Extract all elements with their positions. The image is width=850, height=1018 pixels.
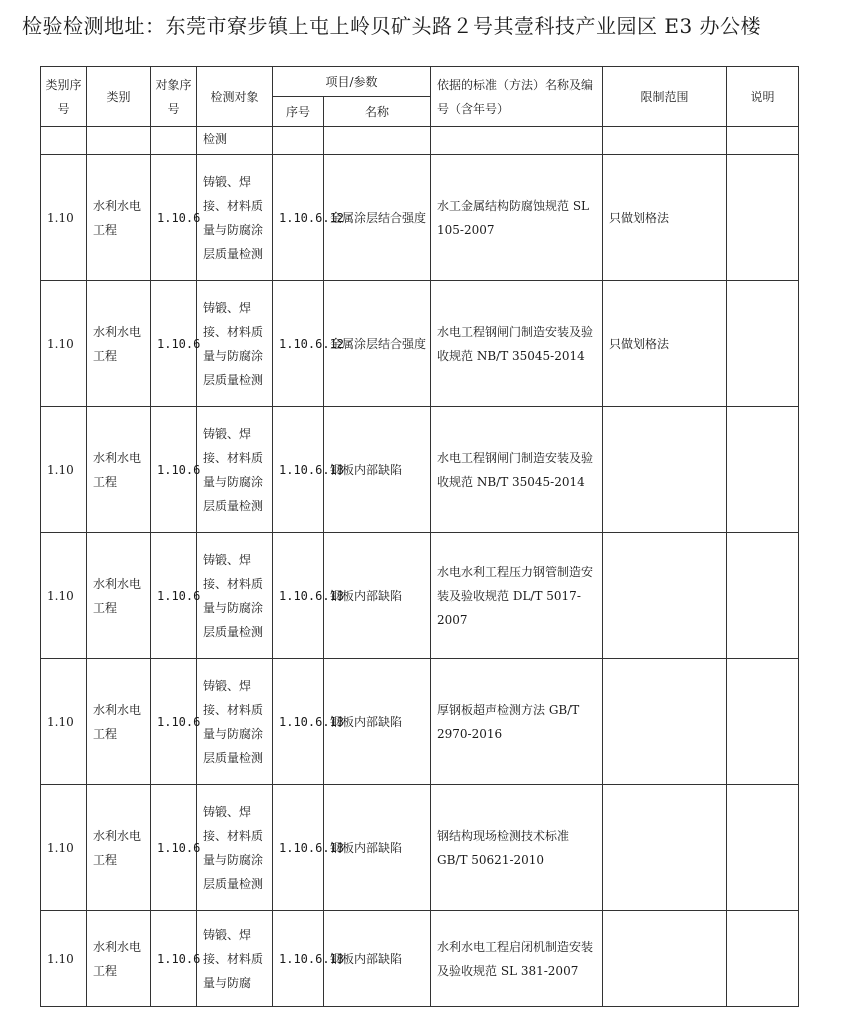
table-row xyxy=(41,533,799,659)
object-cell: 铸锻、焊接、材料质量与防腐涂层质量检测 xyxy=(197,659,273,785)
note-cell xyxy=(727,533,799,659)
category-cell: 水利水电工程 xyxy=(87,533,151,659)
limit-cell xyxy=(603,533,727,659)
item-name-cell: 金属涂层结合强度 xyxy=(324,281,431,407)
item-name-cell: 金属涂层结合强度 xyxy=(324,155,431,281)
category-cell: 水利水电工程 xyxy=(87,659,151,785)
note-cell xyxy=(727,785,799,911)
header-limit: 限制范围 xyxy=(603,67,727,127)
standard-cell: 水电水利工程压力钢管制造安装及验收规范 DL/T 5017-2007 xyxy=(431,533,603,659)
object-cell: 铸锻、焊接、材料质量与防腐 xyxy=(197,911,273,1007)
category-no-cell: 1.10 xyxy=(41,911,87,1007)
inspection-scope-table xyxy=(40,66,799,1007)
object-no-cell: 1.10.6 xyxy=(151,281,197,407)
item-name-cell: 钢板内部缺陷 xyxy=(324,533,431,659)
object-cell: 铸锻、焊接、材料质量与防腐涂层质量检测 xyxy=(197,281,273,407)
header-standard: 依据的标准（方法）名称及编号（含年号） xyxy=(431,67,603,127)
table-body xyxy=(41,127,799,1007)
object-cell: 铸锻、焊接、材料质量与防腐涂层质量检测 xyxy=(197,155,273,281)
limit-cell xyxy=(603,659,727,785)
object-no-cell: 1.10.6 xyxy=(151,785,197,911)
limit-cell: 只做划格法 xyxy=(603,281,727,407)
header-category: 类别 xyxy=(87,67,151,127)
header-item-param: 项目/参数 xyxy=(273,67,431,97)
header-item-name: 名称 xyxy=(324,97,431,127)
table-row xyxy=(41,659,799,785)
table-row xyxy=(41,911,799,1007)
category-no-cell: 1.10 xyxy=(41,659,87,785)
item-no-cell: 1.10.6.13 xyxy=(273,785,324,911)
object-no-cell: 1.10.6 xyxy=(151,533,197,659)
object-cell: 铸锻、焊接、材料质量与防腐涂层质量检测 xyxy=(197,785,273,911)
note-cell xyxy=(727,155,799,281)
object-cell: 铸锻、焊接、材料质量与防腐涂层质量检测 xyxy=(197,533,273,659)
category-cell: 水利水电工程 xyxy=(87,785,151,911)
category-no-cell: 1.10 xyxy=(41,281,87,407)
standard-cell: 厚钢板超声检测方法 GB/T 2970-2016 xyxy=(431,659,603,785)
category-cell: 水利水电工程 xyxy=(87,155,151,281)
header-note: 说明 xyxy=(727,67,799,127)
table-row xyxy=(41,155,799,281)
object-no-cell: 1.10.6 xyxy=(151,155,197,281)
category-cell: 水利水电工程 xyxy=(87,911,151,1007)
item-no-cell: 1.10.6.12 xyxy=(273,155,324,281)
continuation-row xyxy=(41,127,799,155)
item-name-cell: 钢板内部缺陷 xyxy=(324,659,431,785)
limit-cell xyxy=(603,407,727,533)
standard-cell: 水工金属结构防腐蚀规范 SL 105-2007 xyxy=(431,155,603,281)
category-no-cell: 1.10 xyxy=(41,785,87,911)
object-no-cell: 1.10.6 xyxy=(151,407,197,533)
object-cell: 铸锻、焊接、材料质量与防腐涂层质量检测 xyxy=(197,407,273,533)
header-category-no: 类别序号 xyxy=(41,67,87,127)
table-row xyxy=(41,281,799,407)
table-row xyxy=(41,785,799,911)
header-object-no: 对象序号 xyxy=(151,67,197,127)
item-name-cell: 钢板内部缺陷 xyxy=(324,785,431,911)
item-no-cell: 1.10.6.13 xyxy=(273,533,324,659)
continuation-object: 检测 xyxy=(197,127,273,155)
standard-cell: 水利水电工程启闭机制造安装及验收规范 SL 381-2007 xyxy=(431,911,603,1007)
standard-cell: 钢结构现场检测技术标准 GB/T 50621-2010 xyxy=(431,785,603,911)
category-cell: 水利水电工程 xyxy=(87,281,151,407)
category-no-cell: 1.10 xyxy=(41,533,87,659)
note-cell xyxy=(727,659,799,785)
page-title: 检验检测地址：东莞市寮步镇上屯上岭贝矿头路２号其壹科技产业园区 E3 办公楼 xyxy=(22,14,762,38)
note-cell xyxy=(727,281,799,407)
table-header xyxy=(41,67,799,127)
item-name-cell: 钢板内部缺陷 xyxy=(324,407,431,533)
item-name-cell: 钢板内部缺陷 xyxy=(324,911,431,1007)
standard-cell: 水电工程钢闸门制造安装及验收规范 NB/T 35045-2014 xyxy=(431,281,603,407)
item-no-cell: 1.10.6.13 xyxy=(273,659,324,785)
header-object: 检测对象 xyxy=(197,67,273,127)
header-item-no: 序号 xyxy=(273,97,324,127)
item-no-cell: 1.10.6.12 xyxy=(273,281,324,407)
item-no-cell: 1.10.6.13 xyxy=(273,911,324,1007)
note-cell xyxy=(727,911,799,1007)
limit-cell xyxy=(603,785,727,911)
category-no-cell: 1.10 xyxy=(41,407,87,533)
note-cell xyxy=(727,407,799,533)
object-no-cell: 1.10.6 xyxy=(151,659,197,785)
category-no-cell: 1.10 xyxy=(41,155,87,281)
limit-cell xyxy=(603,911,727,1007)
limit-cell: 只做划格法 xyxy=(603,155,727,281)
standard-cell: 水电工程钢闸门制造安装及验收规范 NB/T 35045-2014 xyxy=(431,407,603,533)
item-no-cell: 1.10.6.13 xyxy=(273,407,324,533)
table-row xyxy=(41,407,799,533)
object-no-cell: 1.10.6 xyxy=(151,911,197,1007)
category-cell: 水利水电工程 xyxy=(87,407,151,533)
